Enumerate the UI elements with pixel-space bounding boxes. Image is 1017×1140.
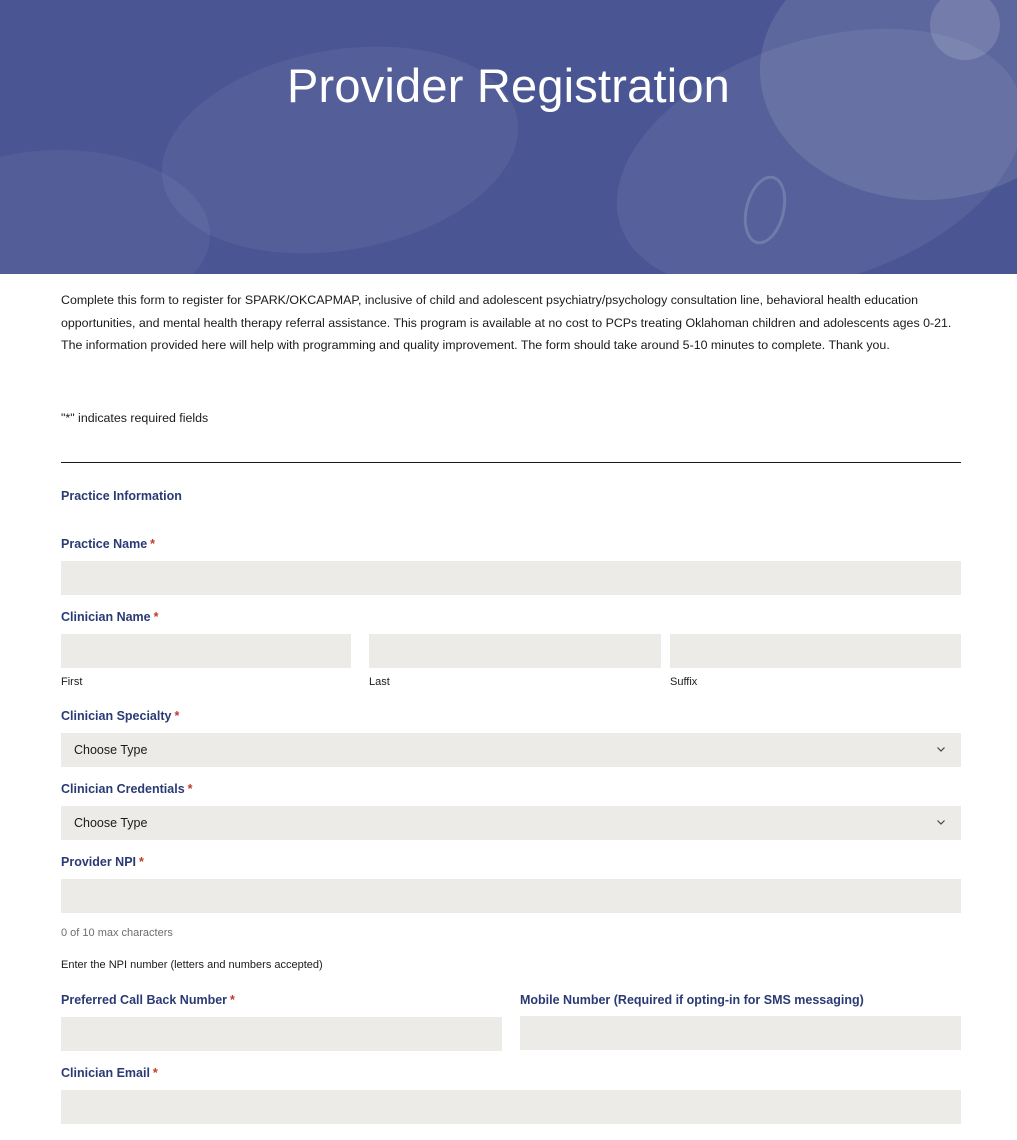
practice-name-field[interactable] (61, 561, 961, 595)
required-marker: * (174, 709, 180, 723)
suffix-sublabel: Suffix (670, 676, 698, 688)
required-marker: * (150, 537, 156, 551)
provider-npi-input[interactable] (61, 879, 961, 913)
clinician-credentials-selected-value: Choose Type (74, 816, 148, 830)
callback-number-label-text: Preferred Call Back Number (61, 993, 228, 1007)
clinician-last-name-input[interactable] (369, 634, 661, 668)
character-counter: 0 of 10 max characters (61, 927, 173, 939)
required-marker: * (187, 782, 193, 796)
hero-banner (0, 0, 1017, 274)
mobile-number-input[interactable] (520, 1016, 961, 1050)
provider-npi-label-text: Provider NPI (61, 855, 137, 869)
intro-text: Complete this form to register for SPARK/OKCAPMAP, inclusive of child and adolescent psychiatry/psychology consultation line, behavioral health education opportunities, and mental health therapy referral assistance. This program is available at no cost to PCPs treating Oklahoman children and adolescents ages 0-21. The information provided here will help with programming and quality improvement. The form should take around 5-10 minutes to complete. Thank you. (61, 293, 952, 352)
required-marker: * (153, 610, 159, 624)
required-marker: * (139, 855, 144, 869)
page-title: Provider Registration (286, 59, 731, 112)
clinician-email-input[interactable] (61, 1090, 961, 1124)
section-title-practice-information: Practice Information (61, 489, 182, 503)
provider-npi-label (61, 855, 144, 869)
clinician-last-name-field[interactable] (369, 634, 661, 668)
last-name-sublabel: Last (369, 676, 390, 688)
clinician-suffix-input[interactable] (670, 634, 961, 668)
clinician-email-field[interactable] (61, 1090, 961, 1124)
clinician-credentials-label-text: Clinician Credentials (61, 782, 185, 796)
required-fields-note: "*" indicates required fields (61, 411, 209, 425)
chevron-down-icon (935, 743, 947, 755)
clinician-name-label-text: Clinician Name (61, 610, 151, 624)
callback-number-field[interactable] (61, 1017, 502, 1051)
clinician-specialty-select[interactable] (61, 733, 961, 767)
first-name-sublabel: First (61, 676, 83, 688)
clinician-name-label (61, 610, 159, 624)
required-marker: * (152, 1066, 158, 1080)
practice-name-input[interactable] (61, 561, 961, 595)
provider-npi-hint: Enter the NPI number (letters and numbers accepted) (61, 959, 323, 971)
section-divider (61, 462, 961, 463)
practice-name-label (61, 537, 155, 551)
provider-npi-field[interactable] (61, 879, 961, 913)
mobile-number-field[interactable] (520, 1016, 961, 1050)
clinician-specialty-label (61, 709, 179, 723)
mobile-number-label: Mobile Number (Required if opting-in for SMS messaging) (520, 993, 864, 1007)
callback-number-input[interactable] (61, 1017, 502, 1051)
chevron-down-icon (935, 816, 947, 828)
practice-name-label-text: Practice Name (61, 537, 148, 551)
clinician-first-name-field[interactable] (61, 634, 351, 668)
clinician-suffix-field[interactable] (670, 634, 961, 668)
required-marker: * (230, 993, 235, 1007)
clinician-email-label-text: Clinician Email (61, 1066, 150, 1080)
clinician-specialty-selected-value: Choose Type (74, 743, 148, 757)
clinician-email-label (61, 1066, 158, 1080)
clinician-specialty-label-text: Clinician Specialty (61, 709, 172, 723)
clinician-credentials-select[interactable] (61, 806, 961, 840)
clinician-first-name-input[interactable] (61, 634, 351, 668)
callback-number-label (61, 993, 235, 1007)
intro-section (61, 289, 961, 357)
clinician-credentials-label (61, 782, 193, 796)
